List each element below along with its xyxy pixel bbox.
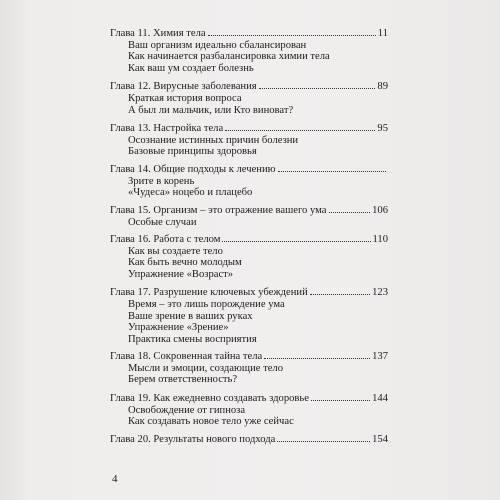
subsection-item: Ваш организм идеально сбалансирован [128,40,307,51]
subsection-item: Берем ответственность? [128,374,238,386]
subsection-item: Особые случаи [128,216,197,228]
chapter-page-number: 123 [372,287,388,299]
toc-chapter-row [110,433,388,446]
toc-chapter [110,233,388,280]
dot-leader [277,441,370,442]
subsection-item: Краткая история вопроса [128,93,242,105]
dot-leader [310,294,370,295]
subsection-item: Мысли и эмоции, создающие тело [128,362,284,374]
dot-leader [278,171,386,172]
chapter-title: Глава 12. Вирусные заболевания [110,81,257,93]
subsection-list [110,40,388,74]
subsection-item: А был ли мальчик, или Кто виноват? [128,104,294,116]
chapter-page-number: 137 [372,350,388,362]
dot-leader [222,241,370,242]
subsection-list [110,363,388,386]
toc-chapter [110,350,388,386]
toc-chapter [110,27,388,74]
subsection-item: Осознание истинных причин болезни [128,135,299,147]
toc-chapter-row [110,286,388,299]
chapter-title: Глава 11. Химия тела [110,28,206,39]
toc-chapter-row [110,27,388,40]
subsection-item: Ваше зрение в ваших руках [128,310,253,322]
subsection-item: Как начинается разбалансировка химии тела [128,51,330,63]
chapter-title: Глава 15. Организм – это отражение вашего ума [110,204,327,216]
subsection-list [110,176,388,199]
chapter-title: Глава 19. Как ежедневно создавать здоровье [110,392,309,404]
subsection-item: Зрите в корень [128,175,195,187]
chapter-page-number: 11 [377,28,388,39]
toc-chapter-row [110,204,388,217]
chapter-title: Глава 16. Работа с телом [110,234,221,246]
toc-chapter [110,204,388,228]
chapter-page-number: 106 [372,204,388,216]
subsection-item: Как ваш ум создает болезнь [128,62,254,74]
subsection-item: Как создавать новое тело уже сейчас [128,416,294,428]
page-number: 4 [112,473,118,485]
subsection-list [110,246,388,280]
toc-chapter [110,433,388,446]
dot-leader [225,130,375,131]
subsection-item: Упражнение «Зрение» [128,322,229,334]
chapter-title: Глава 13. Настройка тела [110,123,224,135]
dot-leader [329,212,371,213]
subsection-list [110,93,388,116]
subsection-item: Время – это лишь порождение ума [128,299,285,311]
chapter-page-number: 144 [372,392,388,404]
subsection-list [110,217,388,228]
chapter-page-number: 154 [372,433,388,445]
toc-chapter [110,122,388,158]
dot-leader [264,358,370,359]
chapter-title: Глава 18. Сокровенная тайна тела [110,350,263,362]
subsection-item: Практика смены восприятия [128,333,257,345]
table-of-contents [110,27,388,446]
toc-chapter-row [110,122,388,135]
subsection-list [110,299,388,345]
subsection-item: Как вы создаете тело [128,246,223,258]
toc-chapter [110,286,388,345]
subsection-item: Базовые принципы здоровья [128,146,257,158]
subsection-item: Упражнение «Возраст» [128,268,234,280]
dot-leader [259,88,376,89]
toc-chapter-row [110,80,388,93]
toc-chapter-row [110,392,388,405]
toc-chapter [110,80,388,116]
chapter-title: Глава 14. Общие подходы к лечению [110,163,276,175]
chapter-title: Глава 17. Разрушение ключевых убеждений [110,287,308,299]
chapter-page-number: 95 [377,123,388,135]
toc-chapter-row [110,233,388,246]
toc-chapter [110,163,388,199]
dot-leader [311,400,370,401]
subsection-item: «Чудеса» ноцебо и плацебо [128,187,253,199]
subsection-list [110,135,388,158]
subsection-list [110,405,388,428]
subsection-item: Как быть вечно молодым [128,257,242,269]
dot-leader [208,35,376,36]
chapter-title: Глава 20. Результаты нового подхода [110,433,276,445]
chapter-page-number: 89 [377,81,388,93]
toc-chapter-row [110,350,388,363]
toc-chapter [110,392,388,428]
toc-chapter-row [110,163,388,176]
subsection-item: Освобождение от гипноза [128,404,246,416]
chapter-page-number: 110 [372,234,388,246]
